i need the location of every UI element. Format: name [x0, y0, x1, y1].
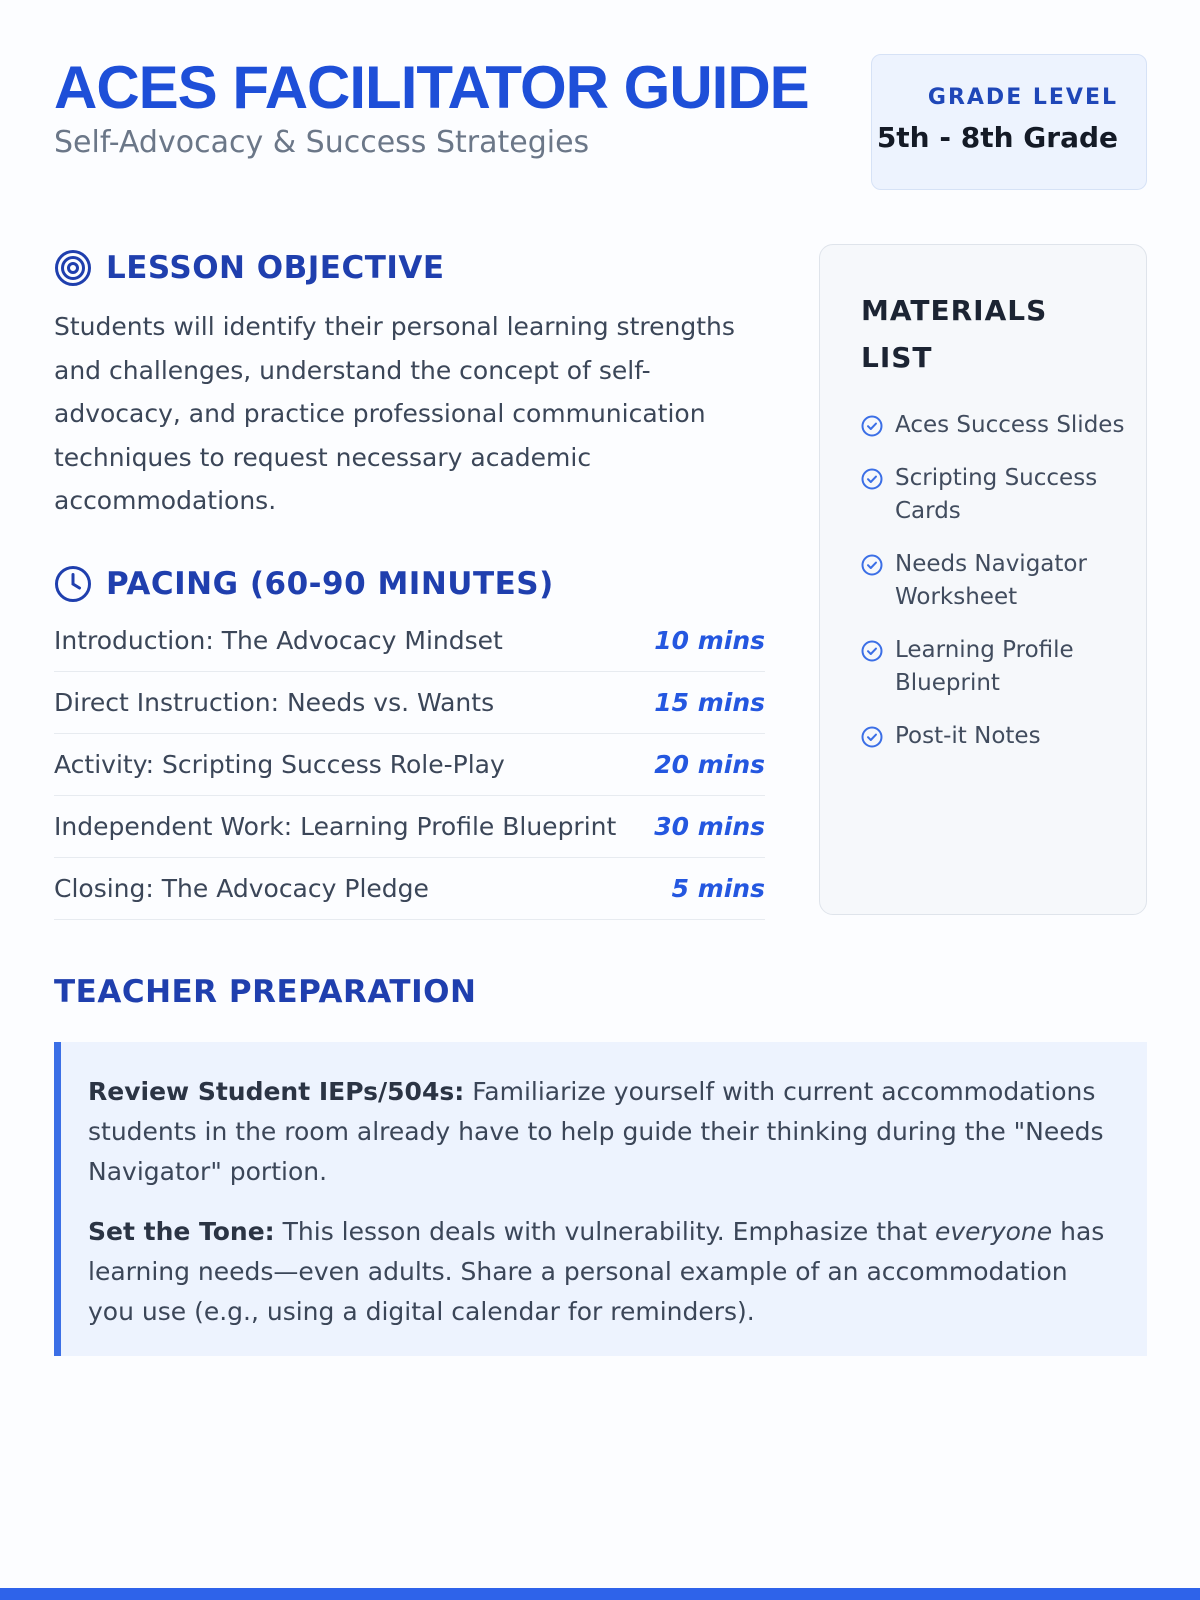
pacing-row	[54, 796, 765, 858]
pacing-duration: 30 mins	[654, 812, 765, 841]
teacher-preparation-callout	[54, 1042, 1147, 1356]
pacing-duration: 15 mins	[654, 688, 765, 717]
lesson-objective-text: Students will identify their personal learning strengths and challenges, understand the concept of self-advocacy, and practice professional communication techniques to request necessary academic accommodations.	[54, 312, 735, 515]
pacing-heading	[54, 564, 554, 604]
target-icon	[54, 249, 92, 287]
pacing-duration: 5 mins	[671, 874, 765, 903]
list-item	[861, 409, 1126, 442]
material-label: Needs Navigator Worksheet	[895, 551, 1087, 610]
pacing-activity: Introduction: The Advocacy Mindset	[54, 626, 503, 655]
pacing-activity: Direct Instruction: Needs vs. Wants	[54, 688, 495, 717]
list-item	[861, 462, 1126, 528]
grade-level-badge	[871, 54, 1147, 190]
pacing-row	[54, 672, 765, 734]
page-header	[54, 55, 809, 161]
check-circle-icon	[861, 468, 883, 490]
page-title: ACES FACILITATOR GUIDE	[54, 54, 809, 121]
list-item	[861, 634, 1126, 700]
material-label: Post-it Notes	[895, 723, 1041, 749]
pacing-duration: 10 mins	[654, 626, 765, 655]
prep-item-text: Familiarize yourself with current accommodations students in the room already have to help guide their thinking during the "Needs Navigator" portion.	[88, 1077, 1104, 1186]
pacing-title: PACING (60-90 MINUTES)	[106, 566, 554, 602]
pacing-row	[54, 610, 765, 672]
pacing-duration: 20 mins	[654, 750, 765, 779]
material-label: Scripting Success Cards	[895, 465, 1098, 524]
materials-title: MATERIALS LIST	[861, 294, 1048, 374]
prep-item-label: Review Student IEPs/504s:	[88, 1077, 465, 1106]
prep-item	[88, 1072, 1117, 1192]
prep-item	[88, 1212, 1117, 1332]
lesson-objective-title: LESSON OBJECTIVE	[106, 250, 445, 286]
pacing-row	[54, 734, 765, 796]
material-label: Aces Success Slides	[895, 412, 1125, 438]
check-circle-icon	[861, 726, 883, 748]
prep-item-text: has learning needs—even adults. Share a personal example of an accommodation you use (e.g., using a digital calendar for reminders).	[88, 1217, 1105, 1326]
check-circle-icon	[861, 415, 883, 437]
lesson-objective-heading	[54, 248, 445, 288]
materials-list	[861, 409, 1126, 753]
material-label: Learning Profile Blueprint	[895, 637, 1074, 696]
teacher-preparation-heading: TEACHER PREPARATION	[54, 974, 477, 1010]
clock-icon	[54, 565, 92, 603]
grade-level-label: GRADE LEVEL	[927, 85, 1118, 110]
prep-item-emphasis: everyone	[934, 1217, 1053, 1246]
pacing-activity: Independent Work: Learning Profile Blueprint	[54, 812, 617, 841]
materials-card	[819, 244, 1147, 915]
footer-accent-bar	[0, 1588, 1200, 1600]
pacing-row	[54, 858, 765, 920]
page-subtitle: Self-Advocacy & Success Strategies	[54, 125, 590, 160]
check-circle-icon	[861, 640, 883, 662]
pacing-activity: Closing: The Advocacy Pledge	[54, 874, 429, 903]
list-item	[861, 548, 1126, 614]
prep-item-label: Set the Tone:	[88, 1217, 275, 1246]
prep-item-text: This lesson deals with vulnerability. Emphasize that	[282, 1217, 928, 1246]
grade-level-value: 5th - 8th Grade	[876, 121, 1118, 154]
pacing-activity: Activity: Scripting Success Role-Play	[54, 750, 505, 779]
list-item	[861, 720, 1126, 753]
check-circle-icon	[861, 554, 883, 576]
pacing-table	[54, 610, 765, 920]
